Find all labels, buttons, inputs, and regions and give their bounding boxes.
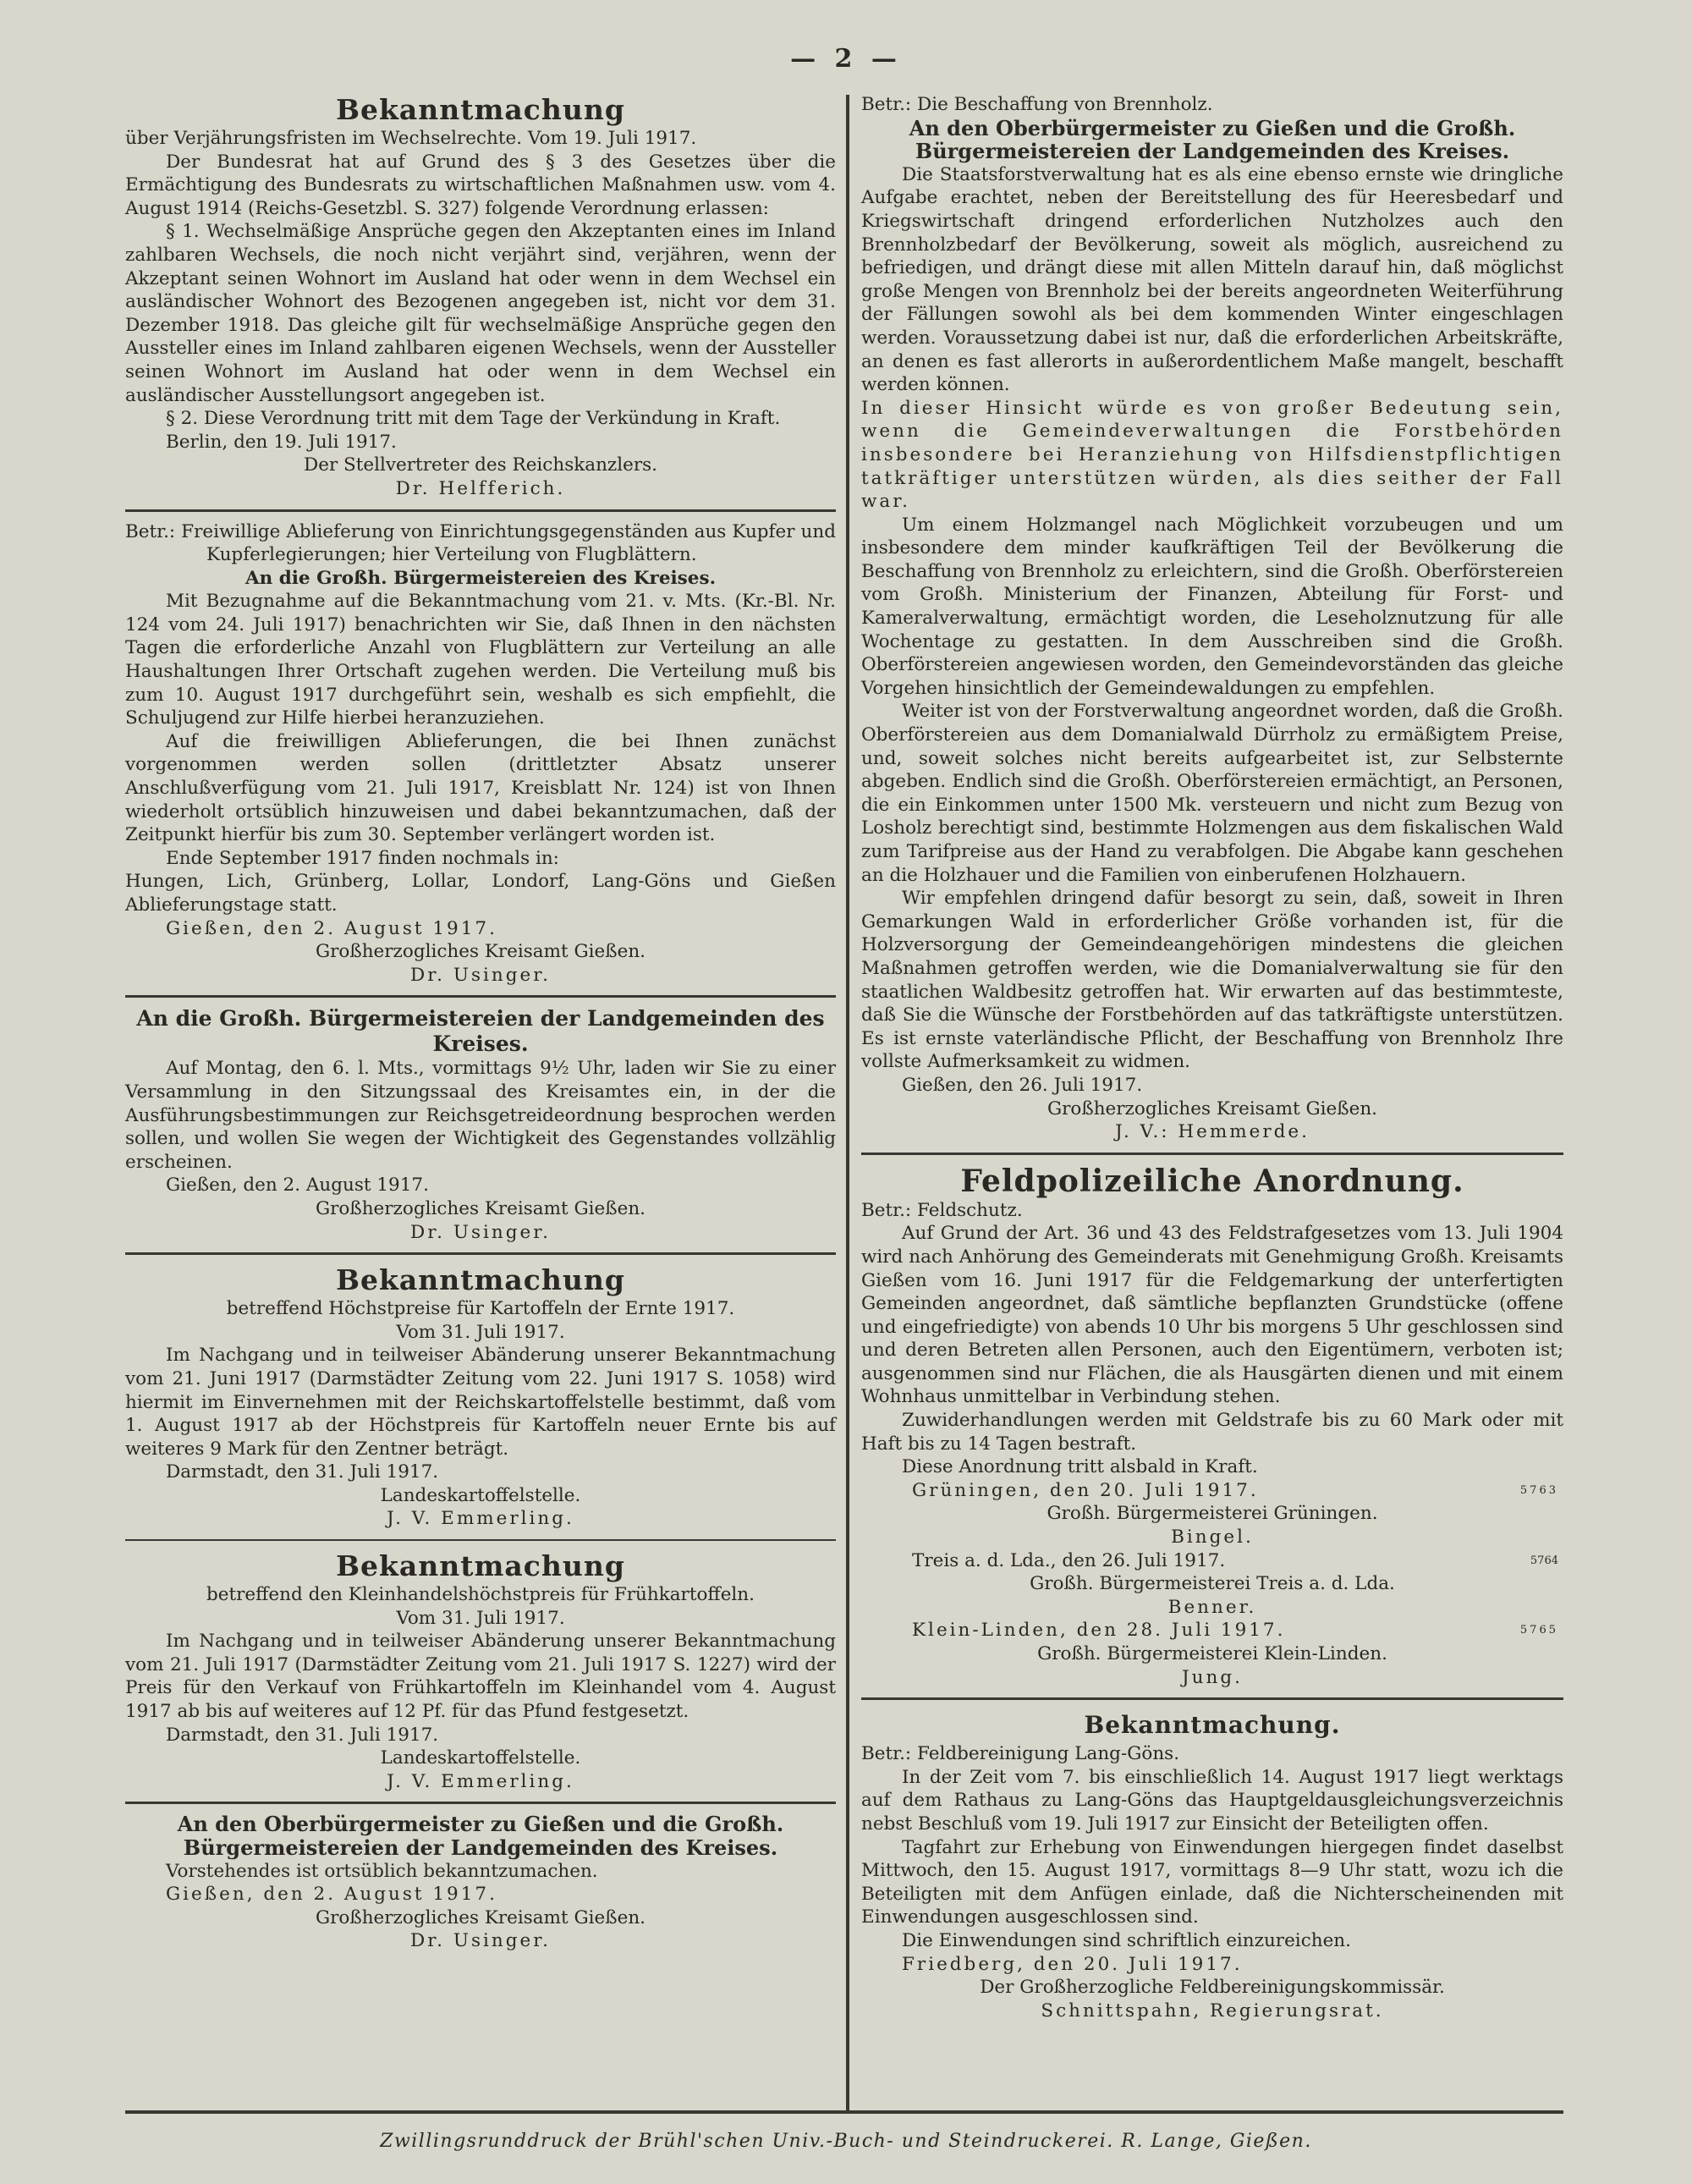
paragraph: Ende September 1917 finden nochmals in: [166,847,559,869]
signatory-name: Jung. [1182,1666,1243,1688]
paragraph: Die Staatsforstverwaltung hat es als eine ebenso ernste wie dringliche Aufgabe erachtet, neben der Bereitstellung des für Heeresbedarf und Kriegswirtschaft dringend erforderlichen Nutzholzes auch den Brennholzbedarf der Bevölkerung, soweit als möglich, ausreichend zu befriedigen, und drängt diese mit allen Mitteln darauf hin, daß möglichst große Mengen von Brennholz bei der bereits angeordneten Weiterführung der Fällungen sowohl als bei dem kommenden Winter eingeschlagen werden. Voraussetzung dabei ist nur, daß die erforderlichen Arbeitskräfte, an denen es fast allerorts in außerordentlichem Maße mangelt, beschafft werden können. [861,163,1563,396]
place-date: Darmstadt, den 31. Juli 1917. [166,1461,439,1483]
notice-flugblaetter [125,520,836,987]
signatory-office: Großh. Bürgermeisterei Klein-Linden. [1037,1643,1387,1664]
paragraph: Weiter ist von der Forstverwaltung angeordnet worden, daß die Großh. Oberförstereien aus dem Domanialwald Dürrholz zu ermäßigtem Preise, und, soweit solches nicht bereits aufgearbeitet ist, zur Selbsternte abgeben. Endlich sind die Großh. Oberförstereien ermächtigt, an Personen, die ein Einkommen unter 1500 Mk. versteuern und nicht zum Bezug von Losholz berechtigt sind, bestimmte Holzmengen aus dem fiskalischen Wald zum Tarifpreise aus der Hand zu verabfolgen. Die Abgabe kann geschehen an die Holzhauer und die Familien von einberufenen Holzhauern. [861,701,1563,886]
section-divider [125,1539,836,1541]
subject-line: Betr.: Feldschutz. [861,1199,1023,1221]
notice-title: Bekanntmachung. [1084,1711,1341,1740]
notice-oberbuergermeister [125,1813,836,1953]
notice-fruehkartoffeln [125,1549,836,1793]
place-date: Gießen, den 2. August 1917. [166,917,497,939]
addressee: An die Großh. Bürgermeistereien des Kreises. [244,567,717,589]
signatory-name: J. V. Emmerling. [387,1508,574,1530]
notice-title: Bekanntmachung [336,93,625,126]
place-date: Gießen, den 26. Juli 1917. [902,1074,1143,1096]
subject-line: Betr.: Freiwillige Ablieferung von Einrichtungsgegenständen aus Kupfer und Kupferlegierungen; hier Verteilung von Flugblättern. [125,520,836,566]
signatory-office: Landeskartoffelstelle. [380,1747,581,1769]
place-date: Gießen, den 2. August 1917. [166,1175,429,1197]
notice-feldpolizei [861,1164,1563,1689]
left-column [125,93,836,1953]
notice-subtitle: betreffend den Kleinhandelshöchstpreis für Frühkartoffeln. [206,1584,755,1606]
paragraph: Vorstehendes ist ortsüblich bekanntzumachen. [166,1860,598,1882]
municipality-date: Grüningen, den 20. Juli 1917. [912,1479,1259,1501]
signatory-office: Der Großherzogliche Feldbereinigungskommissär. [980,1977,1445,1999]
subject-line: Betr.: Die Beschaffung von Brennholz. [861,94,1213,115]
paragraph: § 2. Diese Verordnung tritt mit dem Tage der Verkündung in Kraft. [166,408,781,430]
column-divider [846,95,849,2113]
paragraph: Zuwiderhandlungen werden mit Geldstrafe bis zu 60 Mark oder mit Haft bis zu 14 Tagen bestraft. [861,1410,1563,1455]
notice-title: Bekanntmachung [336,1263,625,1297]
printer-imprint: Zwillingsrunddruck der Brühl'schen Univ.-Buch- und Steindruckerei. R. Lange, Gießen. [380,2131,1312,2152]
place-date [861,1479,1563,1503]
signatory-name: Dr. Usinger. [410,1930,551,1952]
notice-versammlung [125,1006,836,1244]
section-divider [125,509,836,512]
section-divider [125,1252,836,1255]
signatory-office: Der Stellvertreter des Reichskanzlers. [303,454,657,476]
notice-title: Bürgermeistereien der Landgemeinden des Kreises. [183,1835,778,1860]
place-date: Darmstadt, den 31. Juli 1917. [166,1724,439,1746]
signatory-office: Großherzogliches Kreisamt Gießen. [315,1906,646,1928]
addressee: Bürgermeistereien der Landgemeinden des Kreises. [915,139,1510,164]
signatory-office: Großherzogliches Kreisamt Gießen. [315,1197,646,1219]
reference-number: 5764 [1530,1554,1558,1567]
notice-subtitle: über Verjährungsfristen im Wechselrechte. Vom 19. Juli 1917. [125,128,697,149]
paragraph: Hungen, Lich, Grünberg, Lollar, Londorf, Lang-Göns und Gießen Ablieferungstage statt. [125,871,836,916]
subject-line: Betr.: Feldbereinigung Lang-Göns. [861,1743,1180,1765]
signatory-name: Bingel. [1171,1527,1254,1549]
signatory-name: J. V. Emmerling. [387,1770,574,1792]
page-number: — 2 — [790,44,902,74]
notice-title: An die Großh. Bürgermeistereien der Landgemeinden des Kreises. [136,1006,825,1057]
paragraph: Tagfahrt zur Erhebung von Einwendungen hiergegen findet daselbst Mittwoch, den 15. August 1917, vormittags 8—9 Uhr statt, wozu ich die Beteiligten mit dem Anfügen einlade, daß die Nichterscheinenden mit Einwendungen ausgeschlossen sind. [861,1836,1563,1928]
signatory-name: Benner. [1167,1596,1257,1618]
signatory-name: Dr. Usinger. [410,1221,551,1243]
paragraph: Im Nachgang und in teilweiser Abänderung unserer Bekanntmachung vom 21. Juni 1917 (Darmstädter Zeitung vom 22. Juni 1917 S. 1058) wird hiermit im Einvernehmen mit der Reichskartoffelstelle bestimmt, daß vom 1. August 1917 ab der Höchstpreis für Kartoffeln neuer Ernte bis auf weiteres 9 Mark für den Zentner beträgt. [125,1345,836,1460]
section-divider [125,995,836,998]
paragraph: Wir empfehlen dringend dafür besorgt zu sein, daß, soweit in Ihren Gemarkungen Wald in erforderlicher Größe vorhanden ist, für die Holzversorgung der Gemeindeangehörigen mindestens die gleichen Maßnahmen getroffen werden, wie die Domanialverwaltung sie für den staatlichen Waldbesitz getroffen hat. Wir erwarten auf das bestimmteste, daß Sie die Wünsche der Forstbehörden auf das tatkräftigste unterstützen. Es ist ernste vaterländische Pflicht, der Beschaffung von Brennholz Ihre vollste Aufmerksamkeit zu widmen. [861,888,1563,1073]
paragraph: Auf die freiwilligen Ablieferungen, die bei Ihnen zunächst vorgenommen werden sollen (drittletzter Absatz unserer Anschlußverfügung vom 21. Juli 1917, Kreisblatt Nr. 124) ist von Ihnen wiederholt ortsüblich hinzuweisen und dabei bekanntzumachen, daß der Zeitpunkt hierfür bis zum 30. September verlängert worden ist. [125,730,836,846]
municipality-date: Treis a. d. Lda., den 26. Juli 1917. [912,1549,1226,1571]
signatory-office: Großh. Bürgermeisterei Grüningen. [1047,1503,1378,1525]
notice-kartoffeln [125,1263,836,1531]
section-divider [861,1697,1563,1700]
paragraph: Um einem Holzmangel nach Möglichkeit vorzubeugen und um insbesondere dem minder kaufkräftigen Teil der Bevölkerung die Beschaffung von Brennholz zu erleichtern, sind die Großh. Oberförstereien vom Großh. Ministerium der Finanzen, Abteilung für Forst- und Kameralverwaltung, ermächtigt worden, die Leseholznutzung für alle Wochentage zu gestatten. In dem Ausschreiben sind die Großh. Oberförstereien angewiesen worden, den Gemeindevorständen das gleiche Vorgehen hinsichtlich der Gemeindewaldungen zu empfehlen. [861,514,1563,699]
paragraph: Mit Bezugnahme auf die Bekanntmachung vom 21. v. Mts. (Kr.-Bl. Nr. 124 vom 24. Juli 1917) benachrichten wir Sie, daß Ihnen in den nächsten Tagen die erforderliche Anzahl von Flugblättern zur Verteilung an alle Haushaltungen Ihrer Ortschaft zugehen werden. Die Verteilung muß bis zum 10. August 1917 durchgeführt sein, weshalb es sich empfiehlt, die Schuljugend zur Hilfe hierbei heranzuziehen. [125,591,836,729]
notice-title: Feldpolizeiliche Anordnung. [960,1163,1464,1199]
signatory-office: Großherzogliches Kreisamt Gießen. [315,941,646,963]
signatory-office: Landeskartoffelstelle. [380,1484,581,1506]
signatory-name: Dr. Helfferich. [395,477,566,499]
notice-date: Vom 31. Juli 1917. [396,1321,565,1343]
paragraph: Der Bundesrat hat auf Grund des § 3 des Gesetzes über die Ermächtigung des Bundesrats zu wirtschaftlichen Maßnahmen usw. vom 4. August 1914 (Reichs-Gesetzbl. S. 327) folgende Verordnung erlassen: [125,151,836,219]
notice-title: Bekanntmachung [336,1549,625,1583]
addressee: An den Oberbürgermeister zu Gießen und die Großh. [909,115,1516,140]
signatory-name: Dr. Usinger. [410,964,551,986]
paragraph: In der Zeit vom 7. bis einschließlich 14. August 1917 liegt werktags auf dem Rathaus zu Lang-Göns das Hauptgeldausgleichungsverzeichnis nebst Beschluß vom 19. Juli 1917 zur Einsicht der Beteiligten offen. [861,1766,1563,1835]
paragraph: § 1. Wechselmäßige Ansprüche gegen den Akzeptanten eines im Inland zahlbaren Wechsels, die noch nicht verjährt sind, verjähren, wenn der Akzeptant seinen Wohnort im Ausland hat oder wenn in dem Wechsel ein ausländischer Wohnort des Bezogenen angegeben ist, nicht vor dem 31. Dezember 1918. Das gleiche gilt für wechselmäßige Ansprüche gegen den Aussteller eines im Inland zahlbaren eigenen Wechsels, wenn der Aussteller seinen Wohnort im Ausland hat oder wenn in dem Wechsel ein ausländischer Ausstellungsort angegeben ist. [125,221,836,406]
place-date: Gießen, den 2. August 1917. [166,1884,497,1906]
signatory-name: J. V.: Hemmerde. [1115,1121,1310,1143]
signatory-name: Schnittspahn, Regierungsrat. [1041,2000,1384,2022]
paragraph: Auf Grund der Art. 36 und 43 des Feldstrafgesetzes vom 13. Juli 1904 wird nach Anhörung des Gemeinderats mit Genehmigung Großh. Kreisamts Gießen vom 16. Juni 1917 für die Feldgemarkung der unterfertigten Gemeinden angeordnet, daß sämtliche bepflanzten Grundstücke (offene und eingefriedigte) von abends 10 Uhr bis morgens 5 Uhr geschlossen sind und deren Betreten allen Personen, auch den Eigentümern, verboten ist; ausgenommen sind nur Flächen, die als Hausgärten dienen und mit einem Wohnhaus unmittelbar in Verbindung stehen. [861,1223,1563,1408]
notice-title: An den Oberbürgermeister zu Gießen und die Großh. [177,1812,784,1837]
reference-number: 5763 [1519,1483,1558,1497]
right-column [861,93,1563,2022]
signatory-office: Großherzogliches Kreisamt Gießen. [1047,1098,1378,1120]
municipality-date: Klein-Linden, den 28. Juli 1917. [912,1620,1286,1642]
paragraph: Die Einwendungen sind schriftlich einzureichen. [902,1929,1351,1951]
place-date: Friedberg, den 20. Juli 1917. [902,1953,1243,1975]
place-date: Berlin, den 19. Juli 1917. [166,431,397,453]
paragraph: Im Nachgang und in teilweiser Abänderung unserer Bekanntmachung vom 21. Juli 1917 (Darmstädter Zeitung vom 21. Juli 1917 S. 1227) wird der Preis für den Verkauf von Frühkartoffeln im Kleinhandel vom 4. August 1917 ab bis auf weiteres auf 12 Pf. für das Pfund festgesetzt. [125,1631,836,1723]
reference-number: 5765 [1519,1624,1558,1637]
paragraph: In dieser Hinsicht würde es von großer Bedeutung sein, wenn die Gemeindeverwaltungen die Forstbehörden insbesondere bei Heranziehung von Hilfsdienstpflichtigen tatkräftiger unterstützen würden, als dies seither der Fall war. [861,397,1563,513]
place-date [861,1549,1563,1573]
paragraph: Diese Anordnung tritt alsbald in Kraft. [902,1456,1258,1478]
paragraph: Auf Montag, den 6. l. Mts., vormittags 9½ Uhr, laden wir Sie zu einer Versammlung in den Sitzungssaal des Kreisamtes ein, in der die Ausführungsbestimmungen zur Reichsgetreideordnung besprochen werden sollen, und wollen Sie wegen der Wichtigkeit des Gegenstandes vollzählig erscheinen. [125,1058,836,1173]
notice-wechselrecht [125,93,836,501]
notice-date: Vom 31. Juli 1917. [396,1607,565,1629]
notice-subtitle: betreffend Höchstpreise für Kartoffeln der Ernte 1917. [226,1298,735,1320]
signatory-office: Großh. Bürgermeisterei Treis a. d. Lda. [1030,1573,1395,1595]
bottom-rule [125,2110,1563,2114]
section-divider [125,1802,836,1804]
notice-brennholz [861,93,1563,1144]
notice-feldbereinigung [861,1708,1563,2022]
section-divider [861,1153,1563,1155]
place-date [861,1619,1563,1642]
